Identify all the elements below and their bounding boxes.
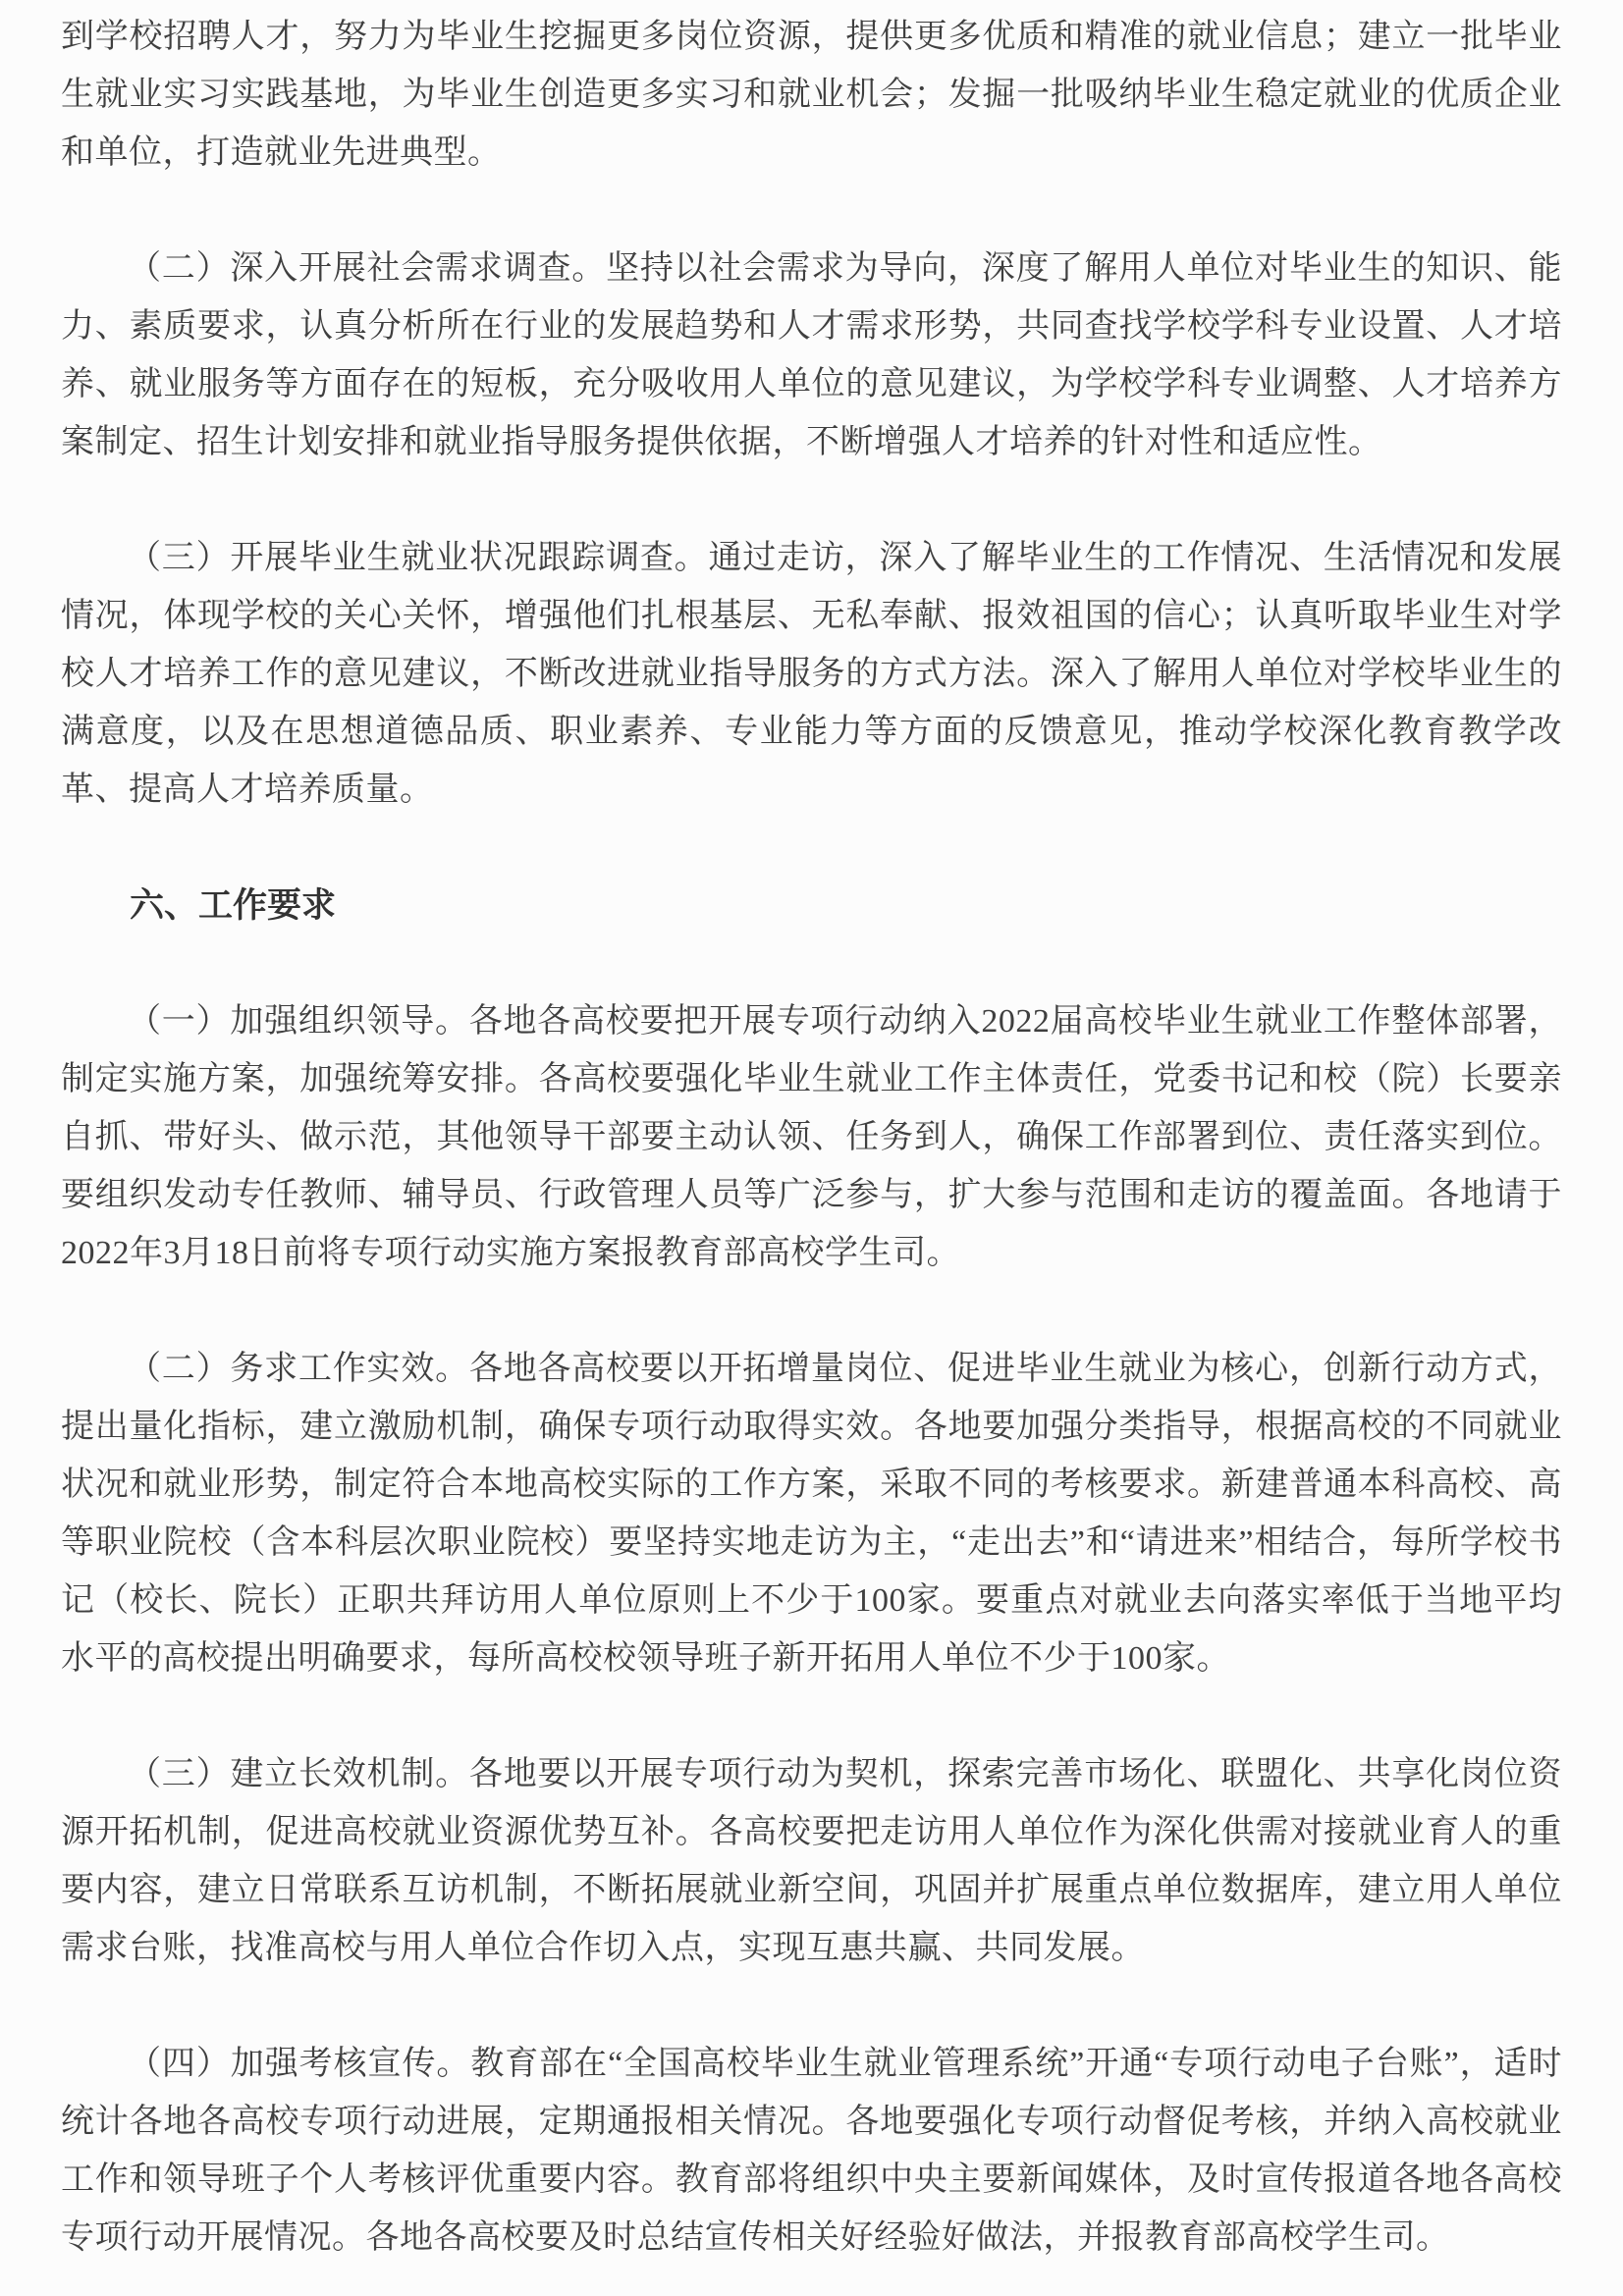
paragraph-work-effectiveness: （二）务求工作实效。各地各高校要以开拓增量岗位、促进毕业生就业为核心，创新行动方式，提出量化指标，建立激励机制，确保专项行动取得实效。各地要加强分类指导，根据高校的不同就业状况和就业形势，制定符合本地高校实际的工作方案，采取不同的考核要求。新建普通本科高校、高等职业院校（含本科层次职业院校）要坚持实地走访为主，“走出去”和“请进来”相结合，每所学校书记（校长、院长）正职共拜访用人单位原则上不少于100家。要重点对就业去向落实率低于当地平均水平的高校提出明确要求，每所高校校领导班子新开拓用人单位不少于100家。 (61, 1351, 1562, 1677)
paragraph-employment-tracking-survey: （三）开展毕业生就业状况跟踪调查。通过走访，深入了解毕业生的工作情况、生活情况和发展情况，体现学校的关心关怀，增强他们扎根基层、无私奉献、报效祖国的信心；认真听取毕业生对学校人才培养工作的意见建议，不断改进就业指导服务的方式方法。深入了解用人单位对学校毕业生的满意度，以及在思想道德品质、职业素养、专业能力等方面的反馈意见，推动学校深化教育教学改革、提高人才培养质量。 (61, 540, 1562, 808)
paragraph-social-demand-survey: （二）深入开展社会需求调查。坚持以社会需求为导向，深度了解用人单位对毕业生的知识、能力、素质要求，认真分析所在行业的发展趋势和人才需求形势，共同查找学校学科专业设置、人才培养、就业服务等方面存在的短板，充分吸收用人单位的意见建议，为学校学科专业调整、人才培养方案制定、招生计划安排和就业指导服务提供依据，不断增强人才培养的针对性和适应性。 (61, 250, 1562, 460)
paragraph-strengthen-leadership: （一）加强组织领导。各地各高校要把开展专项行动纳入2022届高校毕业生就业工作整体部署，制定实施方案，加强统筹安排。各高校要强化毕业生就业工作主体责任，党委书记和校（院）长要亲自抓、带好头、做示范，其他领导干部要主动认领、任务到人，确保工作部署到位、责任落实到位。要组织发动专任教师、辅导员、行政管理人员等广泛参与，扩大参与范围和走访的覆盖面。各地请于2022年3月18日前将专项行动实施方案报教育部高校学生司。 (61, 1003, 1562, 1271)
paragraph-assessment-publicity: （四）加强考核宣传。教育部在“全国高校毕业生就业管理系统”开通“专项行动电子台账”，适时统计各地各高校专项行动进展，定期通报相关情况。各地要强化专项行动督促考核，并纳入高校就业工作和领导班子个人考核评优重要内容。教育部将组织中央主要新闻媒体，及时宣传报道各地各高校专项行动开展情况。各地各高校要及时总结宣传相关好经验好做法，并报教育部高校学生司。 (61, 2046, 1562, 2256)
section-heading-work-requirements: 六、工作要求 (130, 886, 337, 925)
paragraph-continuation: 到学校招聘人才，努力为毕业生挖掘更多岗位资源，提供更多优质和精准的就业信息；建立一批毕业生就业实习实践基地，为毕业生创造更多实习和就业机会；发掘一批吸纳毕业生稳定就业的优质企业和单位，打造就业先进典型。 (61, 19, 1562, 171)
paragraph-long-term-mechanism: （三）建立长效机制。各地要以开展专项行动为契机，探索完善市场化、联盟化、共享化岗位资源开拓机制，促进高校就业资源优势互补。各高校要把走访用人单位作为深化供需对接就业育人的重要内容，建立日常联系互访机制，不断拓展就业新空间，巩固并扩展重点单位数据库，建立用人单位需求台账，找准高校与用人单位合作切入点，实现互惠共赢、共同发展。 (61, 1756, 1562, 1966)
